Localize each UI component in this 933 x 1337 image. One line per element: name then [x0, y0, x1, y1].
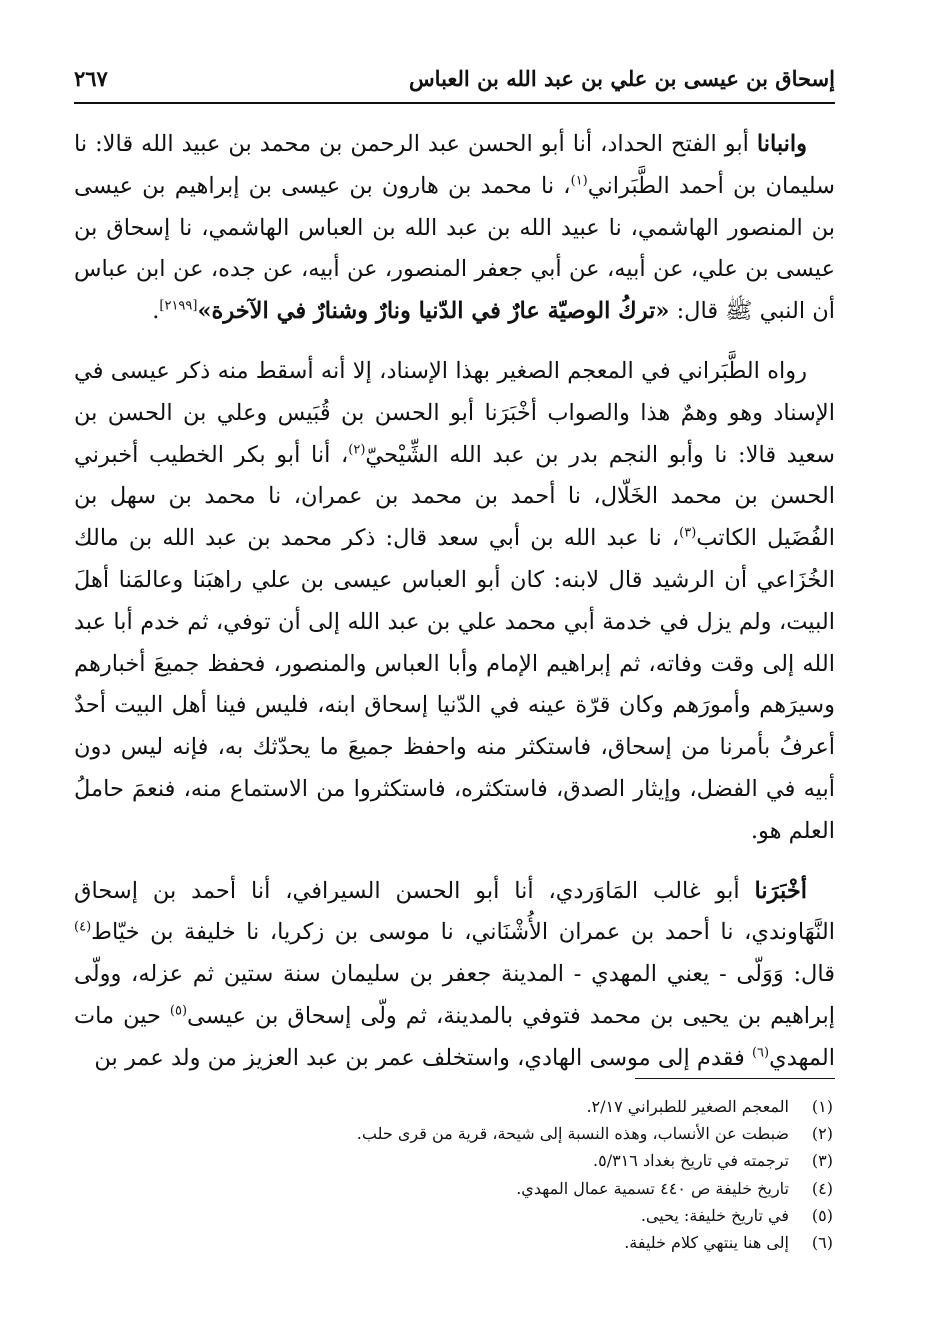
- footnote-mark: (١): [811, 1097, 833, 1116]
- footnote-divider: [635, 1078, 835, 1079]
- footnote-text: ترجمته في تاريخ بغداد ٥/٣١٦.: [593, 1151, 789, 1171]
- footnote-item: [74, 1120, 833, 1147]
- footnote-ref[interactable]: (٤): [74, 919, 92, 935]
- text-run: رواه الطَّبَراني في المعجم الصغير بهذا الإسناد، إلا أنه أسقط منه ذكر عيسى في الإسناد وهو وهمٌ هذا والصواب أخْبَرَنا أبو الحسن بن قُبَيس وعلي بن الحسن بن سعيد قالا: نا وأبو النجم بدر بن عبد الله الشِّيْحيّ: [74, 357, 835, 468]
- text-run: ، نا محمد بن هارون بن عيسى بن إبراهيم بن عيسى بن المنصور الهاشمي، نا عبيد الله بن عبد الله بن العباس الهاشمي، نا إسحاق بن عيسى بن علي، عن أبيه، عن أبي جعفر المنصور، عن أبيه، عن جده، عن ابن عباس أن النبي ﷺ قال:: [74, 172, 835, 325]
- footnote-mark: (٥): [811, 1205, 833, 1225]
- paragraph-2: [74, 351, 835, 853]
- text-run: حين مات المهدي: [74, 1002, 835, 1071]
- footnote-item: [74, 1229, 833, 1256]
- running-title: إسحاق بن عيسى بن علي بن عبد الله بن العباس: [409, 66, 835, 91]
- footnote-ref[interactable]: (٣): [679, 525, 697, 541]
- text-run: قال: وَوَلّى - يعني المهدي - المدينة جعفر بن سليمان سنة ستين ثم عزله، وولّى إبراهيم بن يحيى بن محمد فتوفي بالمدينة، ثم ولّى إسحاق بن عيسى: [74, 961, 835, 1029]
- footnote-mark: (٦): [811, 1233, 833, 1253]
- footnote-mark: (٣): [811, 1151, 833, 1171]
- footnote-item: [74, 1202, 833, 1229]
- footnote-mark: (٤): [811, 1178, 833, 1198]
- footnote-mark: (٢): [811, 1124, 833, 1144]
- footnote-text: إلى هنا ينتهي كلام خليفة.: [624, 1233, 789, 1253]
- footnote-item: [74, 1147, 833, 1174]
- footnote-text: المعجم الصغير للطبراني ٢/١٧.: [586, 1097, 789, 1116]
- footnotes-list: [74, 1093, 833, 1256]
- footnote-ref[interactable]: (١): [570, 173, 588, 189]
- main-text: [74, 124, 835, 1098]
- paragraph-lead: وانبانا: [756, 131, 807, 157]
- footnote-ref[interactable]: (٥): [169, 1003, 188, 1019]
- hadith-quote: «تركُ الوصيّة عارٌ في الدّنيا ونارٌ وشنارٌ في الآخرة»: [197, 298, 670, 325]
- paragraph-1: [74, 124, 835, 333]
- text-run: أبو غالب المَاوَردي، أنا أبو الحسن السيرافي، أنا أحمد بن إسحاق النَّهَاوندي، نا أحمد بن عمران الأُشْنَاني، نا موسى بن زكريا، نا خليفة بن خيّاط: [74, 877, 835, 946]
- page-header: [74, 62, 835, 104]
- footnote-item: [74, 1175, 833, 1202]
- text-run: .: [152, 298, 160, 325]
- footnote-ref[interactable]: (٦): [751, 1045, 770, 1061]
- text-run: ، أنا أبو بكر الخطيب أخبرني الحسن بن محمد الخَلّال، نا أحمد بن محمد بن عمران، نا محمد بن سهل بن الفُضَيل الكاتب: [74, 441, 835, 552]
- footnote-text: تاريخ خليفة ص ٤٤٠ تسمية عمال المهدي.: [516, 1178, 789, 1198]
- paragraph-lead: أخْبَرَنا: [754, 877, 807, 904]
- footnote-item: [74, 1093, 833, 1120]
- text-run: ، نا عبد الله بن أبي سعد قال: ذكر محمد بن عبد الله بن مالك الخُزَاعي أن الرشيد قال لابنه: كان أبو العباس عيسى بن علي راهبَنا وعالمَنا أهلَ البيت، ولم يزل في خدمة أبي محمد علي بن عبد الله إلى أن توفي، ثم خدم أبا عبد الله إلى وقت وفاته، ثم إبراهيم الإمام وأبا العباس والمنصور، فحفظ جميعَ أخبارهم وسيرَهم وأمورَهم وكان قرّة عينه في الدّنيا إسحاق ابنه، فليس فينا أهل البيت أحدٌ أعرفُ بأمرنا من إسحاق، فاستكثر منه واحفظ جميعَ ما يحدّثك به، فإنه ليس دون أبيه في الفضل، وإيثار الصدق، فاستكثره، فاستكثروا من الاستماع منه، فنعمَ حاملُ العلم هو.: [74, 525, 835, 844]
- paragraph-3: [74, 871, 835, 1080]
- page-number: ٢٦٧: [74, 66, 108, 91]
- footnote-ref[interactable]: (٢): [348, 442, 366, 458]
- text-run: فقدم إلى موسى الهادي، واستخلف عمر بن عبد العزيز من ولد عمر بن: [94, 1044, 752, 1071]
- footnote-text: في تاريخ خليفة: يحيى.: [640, 1205, 789, 1225]
- hadith-number: [٢١٩٩]: [159, 298, 198, 314]
- footnote-text: ضبطت عن الأنساب، وهذه النسبة إلى شيحة، قرية من قرى حلب.: [356, 1124, 789, 1144]
- text-run: أبو الفتح الحداد، أنا أبو الحسن عبد الرحمن بن محمد بن عبيد الله قالا: نا سليمان بن أحمد الطَّبَراني: [74, 131, 835, 199]
